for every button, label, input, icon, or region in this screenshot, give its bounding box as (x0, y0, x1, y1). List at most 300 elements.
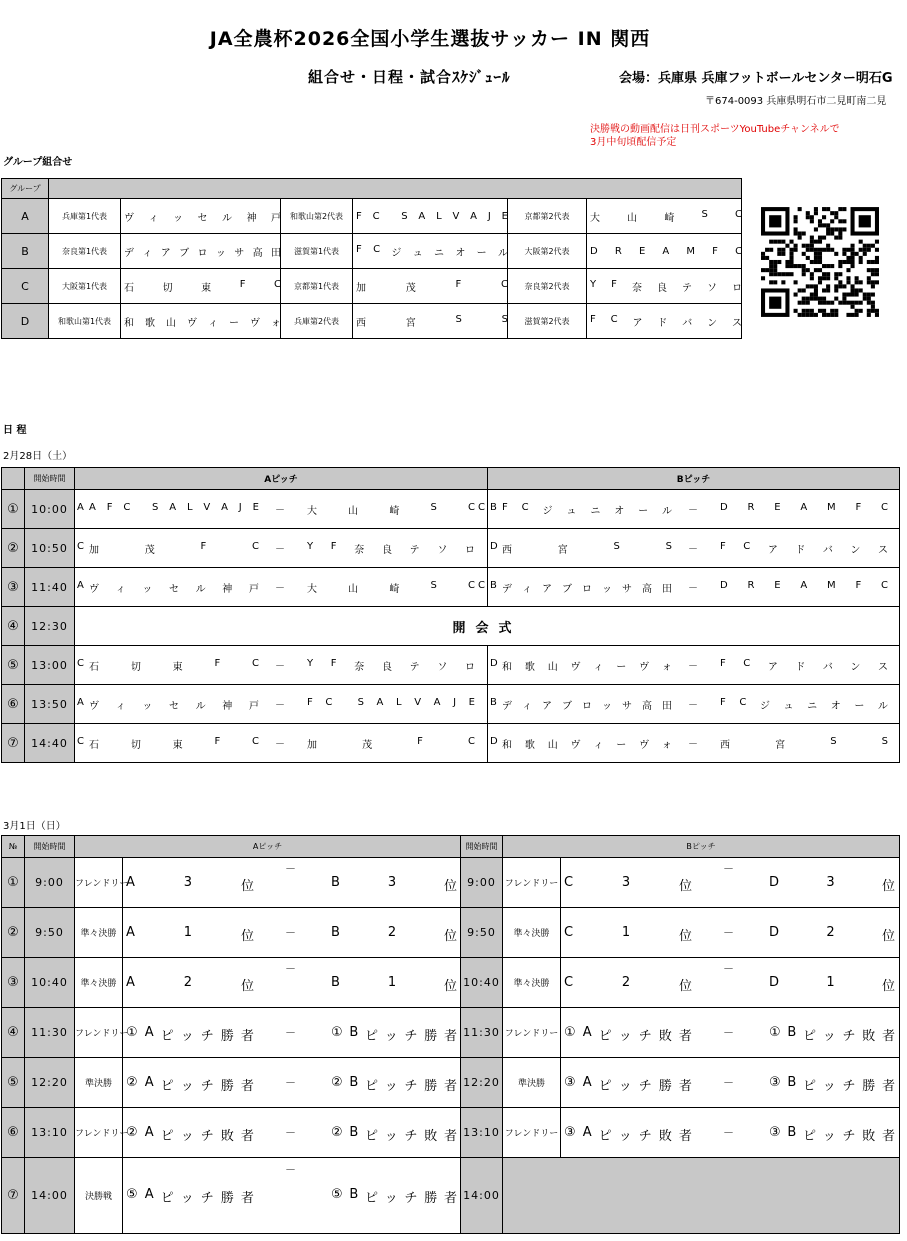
qr-module (842, 248, 846, 252)
qr-module (851, 256, 855, 260)
home-slot-text: C 1 位 (564, 925, 692, 944)
qr-module (875, 313, 879, 317)
away-team-text: 大 山 崎 S C (307, 580, 475, 595)
qr-module (781, 280, 785, 284)
away-slot-text: ③ B ピ ッ チ 勝 者 (769, 1075, 895, 1094)
qr-module (834, 309, 838, 313)
page-title: JA全農杯2026全国小学生選抜サッカー IN 関西 (209, 28, 651, 50)
qr-module (781, 240, 785, 244)
qr-module (806, 248, 810, 252)
home-team (502, 697, 672, 712)
qr-module (859, 309, 863, 313)
qr-module (826, 284, 830, 288)
qr-module (810, 215, 814, 219)
qr-module (798, 288, 802, 292)
qr-module (814, 297, 818, 301)
vs-dash: － (688, 544, 698, 555)
vs-dash: － (275, 739, 285, 750)
venue: 会場：兵庫県 兵庫フットボールセンター明石G (619, 71, 893, 86)
day1-b-pitch-header: Bピッチ (488, 468, 900, 490)
qr-module (826, 227, 830, 231)
kickoff-time: 14:40 (25, 724, 75, 763)
qr-module (822, 288, 826, 292)
prefecture-seed: 兵庫第1代表 (49, 199, 121, 234)
qr-module (834, 252, 838, 256)
qr-module (818, 223, 822, 227)
match-cell (75, 646, 487, 684)
qr-module (863, 244, 867, 248)
group-name: B (2, 234, 49, 269)
qr-module (842, 293, 846, 297)
team-name (353, 199, 508, 234)
qr-module (814, 256, 818, 260)
qr-module (822, 236, 826, 240)
qr-module (867, 268, 871, 272)
day2-date: 3月1日（日） (3, 821, 66, 832)
qr-module (871, 268, 875, 272)
away-slot (769, 1075, 895, 1094)
qr-module (855, 288, 859, 292)
match-row (2, 958, 900, 1008)
qr-module (834, 272, 838, 276)
qr-module (842, 227, 846, 231)
group-header-bar (49, 179, 742, 199)
group-tag-home: A (77, 580, 84, 591)
qr-module (789, 260, 793, 264)
qr-module (830, 313, 834, 317)
group-tag-home: B (490, 697, 497, 708)
day2-b-pitch-header: Bピッチ (503, 836, 900, 858)
b-pitch-match (488, 685, 900, 724)
home-slot (126, 1125, 254, 1144)
prefecture-seed: 奈良第2代表 (508, 269, 587, 304)
home-slot-text: ① A ピ ッ チ 敗 者 (564, 1025, 692, 1044)
away-slot (331, 1187, 457, 1206)
home-team (89, 580, 259, 595)
qr-module (810, 313, 814, 317)
kickoff-time-b: 13:10 (461, 1108, 503, 1158)
team-name (353, 234, 508, 269)
qr-module (871, 280, 875, 284)
qr-module (789, 272, 793, 276)
home-team (89, 541, 259, 556)
qr-module (802, 297, 806, 301)
match-cell (488, 490, 899, 528)
team-name-text: 石 切 東 F C (124, 278, 281, 294)
prefecture-seed: 大阪第2代表 (508, 234, 587, 269)
match-number: ④ (2, 607, 25, 646)
qr-module (806, 211, 810, 215)
group-tag-home: C (77, 658, 84, 669)
home-team-text: デ ィ ア ブ ロ ッ サ 高 田 (502, 701, 672, 712)
qr-module (810, 276, 814, 280)
away-team-text: 大 山 崎 S C (307, 502, 475, 517)
qr-module (830, 248, 834, 252)
away-team (307, 697, 475, 708)
qr-module (798, 313, 802, 317)
qr-module (834, 211, 838, 215)
qr-module (818, 240, 822, 244)
group-tag-home: D (490, 736, 498, 747)
qr-module (810, 272, 814, 276)
qr-module (814, 240, 818, 244)
a-pitch-match (123, 958, 461, 1008)
match-row (2, 1158, 900, 1234)
prefecture-seed: 京都第1代表 (281, 269, 353, 304)
qr-module (875, 280, 879, 284)
qr-module (867, 293, 871, 297)
qr-module (814, 252, 818, 256)
home-slot (564, 1025, 692, 1044)
qr-module (834, 313, 838, 317)
qr-module (846, 248, 850, 252)
away-slot (331, 975, 457, 994)
qr-module (826, 248, 830, 252)
team-name-text: F C ジ ュ ニ オ ー ル (356, 243, 508, 259)
qr-module (822, 223, 826, 227)
qr-module (846, 313, 850, 317)
vs-dash: － (285, 1126, 296, 1139)
away-team-text: D R E A M F C (720, 580, 888, 591)
qr-module (794, 248, 798, 252)
home-team-text: 石 切 東 F C (89, 736, 259, 751)
home-slot (564, 1075, 692, 1094)
qr-module (822, 276, 826, 280)
qr-module (810, 240, 814, 244)
a-pitch-match (123, 1008, 461, 1058)
away-team (720, 736, 888, 751)
team-name-text: Y F 奈 良 テ ソ ロ (590, 278, 743, 294)
match-row (2, 1008, 900, 1058)
qr-code-icon[interactable] (761, 207, 879, 317)
qr-module (814, 313, 818, 317)
round-label-b: 準々決勝 (503, 908, 561, 958)
kickoff-time: 11:30 (25, 1008, 75, 1058)
qr-module (810, 309, 814, 313)
match-cell (75, 568, 487, 606)
qr-module (826, 223, 830, 227)
kickoff-time-b: 9:50 (461, 908, 503, 958)
group-name: C (2, 269, 49, 304)
qr-module (846, 276, 850, 280)
vs-dash: － (275, 700, 285, 711)
unused-slot (503, 1158, 900, 1234)
qr-module (777, 252, 781, 256)
match-cell (75, 529, 487, 567)
qr-module (773, 272, 777, 276)
away-team (720, 658, 888, 673)
away-team (307, 580, 475, 595)
b-pitch-match (561, 1108, 900, 1158)
qr-module (851, 293, 855, 297)
qr-module (838, 219, 842, 223)
qr-module (794, 244, 798, 248)
qr-module (855, 313, 859, 317)
match-number: ① (2, 490, 25, 529)
qr-module (773, 280, 777, 284)
kickoff-time: 10:50 (25, 529, 75, 568)
match-row (2, 1108, 900, 1158)
vs-dash: － (723, 926, 734, 939)
qr-module (818, 276, 822, 280)
round-label: フレンドリー (75, 1108, 123, 1158)
qr-module (842, 297, 846, 301)
round-label-b: 準決勝 (503, 1058, 561, 1108)
qr-module (838, 284, 842, 288)
team-name (121, 269, 281, 304)
match-cell (488, 685, 899, 723)
team-name-text: ヴ ィ ッ セ ル 神 戸 (124, 212, 281, 224)
qr-module (765, 248, 769, 252)
match-number: ⑦ (2, 724, 25, 763)
qr-module (871, 244, 875, 248)
qr-module (830, 264, 834, 268)
prefecture-seed: 大阪第1代表 (49, 269, 121, 304)
qr-module (802, 313, 806, 317)
qr-module (822, 309, 826, 313)
qr-module (834, 297, 838, 301)
b-pitch-match (561, 858, 900, 908)
qr-module (867, 244, 871, 248)
match-number: ① (2, 858, 25, 908)
away-team-text: F C ア ド バ ン ス (720, 658, 888, 673)
home-slot (126, 925, 254, 944)
away-slot-text: ② B ピ ッ チ 敗 者 (331, 1125, 457, 1144)
match-row (2, 490, 900, 529)
group-table (1, 178, 742, 339)
qr-module (773, 268, 777, 272)
match-cell (561, 958, 899, 1007)
qr-module (761, 268, 765, 272)
team-name (587, 304, 742, 339)
qr-module (777, 240, 781, 244)
day2-b-time-header: 開始時間 (461, 836, 503, 858)
home-slot (126, 1075, 254, 1094)
match-cell (488, 568, 899, 606)
team-name (587, 234, 742, 269)
kickoff-time: 9:00 (25, 858, 75, 908)
home-slot-text: ③ A ピ ッ チ 勝 者 (564, 1075, 692, 1094)
qr-module (789, 240, 793, 244)
home-team (502, 541, 672, 556)
group-row (2, 269, 742, 304)
away-slot (331, 1075, 457, 1094)
qr-module (814, 268, 818, 272)
qr-module (806, 244, 810, 248)
qr-module (867, 301, 871, 305)
group-tag-home: C (77, 541, 84, 552)
match-number: ③ (2, 568, 25, 607)
qr-module (822, 248, 826, 252)
qr-module (806, 256, 810, 260)
qr-module (838, 272, 842, 276)
group-name: D (2, 304, 49, 339)
vs-dash: － (275, 544, 285, 555)
notice-line-1: 決勝戦の動画配信は日刊スポーツYouTubeチャンネルで (590, 124, 840, 135)
home-team-text: ヴ ィ ッ セ ル 神 戸 (89, 701, 259, 712)
qr-module (794, 227, 798, 231)
a-pitch-match (123, 1058, 461, 1108)
qr-module (814, 284, 818, 288)
group-tag-home: A (77, 502, 84, 513)
qr-module (822, 313, 826, 317)
match-row (2, 607, 900, 646)
away-team-text: 加 茂 F C (307, 736, 475, 751)
home-team (502, 736, 672, 751)
day1-a-pitch-header: Aピッチ (75, 468, 488, 490)
qr-module (842, 284, 846, 288)
vs-dash: － (723, 862, 734, 875)
match-number: ⑥ (2, 1108, 25, 1158)
day2-schedule-table (1, 835, 900, 1234)
vs-dash: － (275, 505, 285, 516)
match-cell (488, 646, 899, 684)
away-slot (331, 1025, 457, 1044)
qr-module (875, 240, 879, 244)
qr-module (810, 236, 814, 240)
qr-module (838, 207, 842, 211)
away-team (720, 541, 888, 556)
qr-module (822, 207, 826, 211)
qr-module (875, 272, 879, 276)
away-slot-text: D 1 位 (769, 975, 895, 994)
qr-module (802, 252, 806, 256)
away-team (720, 580, 888, 591)
qr-module (826, 264, 830, 268)
notice-line-2: 3月中旬頃配信予定 (590, 137, 677, 148)
qr-module (822, 215, 826, 219)
qr-module (855, 309, 859, 313)
address: 〒674-0093 兵庫県明石市二見町南二見 (705, 96, 887, 107)
qr-module (871, 260, 875, 264)
qr-module (794, 264, 798, 268)
qr-module (810, 219, 814, 223)
qr-module (765, 256, 769, 260)
match-cell (75, 490, 487, 528)
qr-module (781, 272, 785, 276)
away-team (307, 736, 475, 751)
home-team (89, 658, 259, 673)
qr-module (855, 280, 859, 284)
home-slot (564, 875, 692, 894)
team-name (587, 269, 742, 304)
qr-module (818, 252, 822, 256)
home-team-text: 加 茂 F C (89, 541, 259, 556)
qr-module (822, 297, 826, 301)
group-tag-home: A (77, 697, 84, 708)
qr-module (855, 293, 859, 297)
round-label: 決勝戦 (75, 1158, 123, 1234)
qr-module (830, 211, 834, 215)
away-team (307, 658, 475, 673)
qr-module (851, 252, 855, 256)
qr-module (851, 248, 855, 252)
streaming-notice (590, 123, 880, 149)
vs-dash: － (688, 583, 698, 594)
qr-module (806, 268, 810, 272)
home-slot-text: ① A ピ ッ チ 勝 者 (126, 1025, 254, 1044)
qr-module (818, 301, 822, 305)
qr-module (781, 252, 785, 256)
home-team-text: 和 歌 山 ヴ ィ ー ヴ ォ (502, 740, 672, 751)
prefecture-seed: 滋賀第1代表 (281, 234, 353, 269)
vs-dash: － (285, 926, 296, 939)
qr-module (814, 227, 818, 231)
away-slot (331, 1125, 457, 1144)
qr-module (871, 272, 875, 276)
kickoff-time: 10:40 (25, 958, 75, 1008)
qr-module (814, 207, 818, 211)
home-slot (564, 925, 692, 944)
qr-module (818, 219, 822, 223)
qr-module (806, 284, 810, 288)
team-name-text: 西 宮 S S (356, 313, 508, 329)
away-slot-text: ① B ピ ッ チ 勝 者 (331, 1025, 457, 1044)
qr-module (789, 264, 793, 268)
away-slot-text: B 3 位 (331, 875, 457, 894)
qr-module (867, 260, 871, 264)
day1-no-header (2, 468, 25, 490)
qr-module (798, 301, 802, 305)
away-slot (331, 925, 457, 944)
home-slot-text: C 2 位 (564, 975, 692, 994)
qr-module (794, 231, 798, 235)
qr-module (855, 301, 859, 305)
qr-module (863, 248, 867, 252)
qr-module (842, 301, 846, 305)
qr-module (859, 301, 863, 305)
away-team (307, 541, 475, 556)
qr-module (814, 293, 818, 297)
team-name (587, 199, 742, 234)
away-slot-text: B 2 位 (331, 925, 457, 944)
home-team (502, 658, 672, 673)
prefecture-seed: 和歌山第2代表 (281, 199, 353, 234)
match-cell (123, 1159, 460, 1233)
qr-module (822, 301, 826, 305)
vs-dash: － (285, 862, 296, 875)
home-team-text: ヴ ィ ッ セ ル 神 戸 (89, 584, 259, 595)
qr-module (838, 231, 842, 235)
qr-module (834, 215, 838, 219)
home-team (502, 502, 672, 517)
qr-module (855, 252, 859, 256)
away-team (720, 502, 888, 513)
away-slot-text: ② B ピ ッ チ 勝 者 (331, 1075, 457, 1094)
a-pitch-match (123, 908, 461, 958)
away-slot-text: B 1 位 (331, 975, 457, 994)
qr-module (777, 260, 781, 264)
match-cell (488, 529, 899, 567)
qr-module (851, 313, 855, 317)
away-team-text: Y F 奈 良 テ ソ ロ (307, 541, 475, 556)
qr-module (834, 288, 838, 292)
b-pitch-match (488, 568, 900, 607)
qr-module (802, 272, 806, 276)
away-team-text: Y F 奈 良 テ ソ ロ (307, 658, 475, 673)
qr-module (867, 280, 871, 284)
qr-module (875, 248, 879, 252)
qr-module (822, 272, 826, 276)
qr-module (826, 231, 830, 235)
a-pitch-match (75, 724, 488, 763)
match-row (2, 908, 900, 958)
a-pitch-match (75, 646, 488, 685)
qr-module (769, 264, 773, 268)
kickoff-time: 14:00 (25, 1158, 75, 1234)
team-name-text: F C S A L V A J E (356, 210, 508, 222)
match-cell (123, 1058, 460, 1107)
